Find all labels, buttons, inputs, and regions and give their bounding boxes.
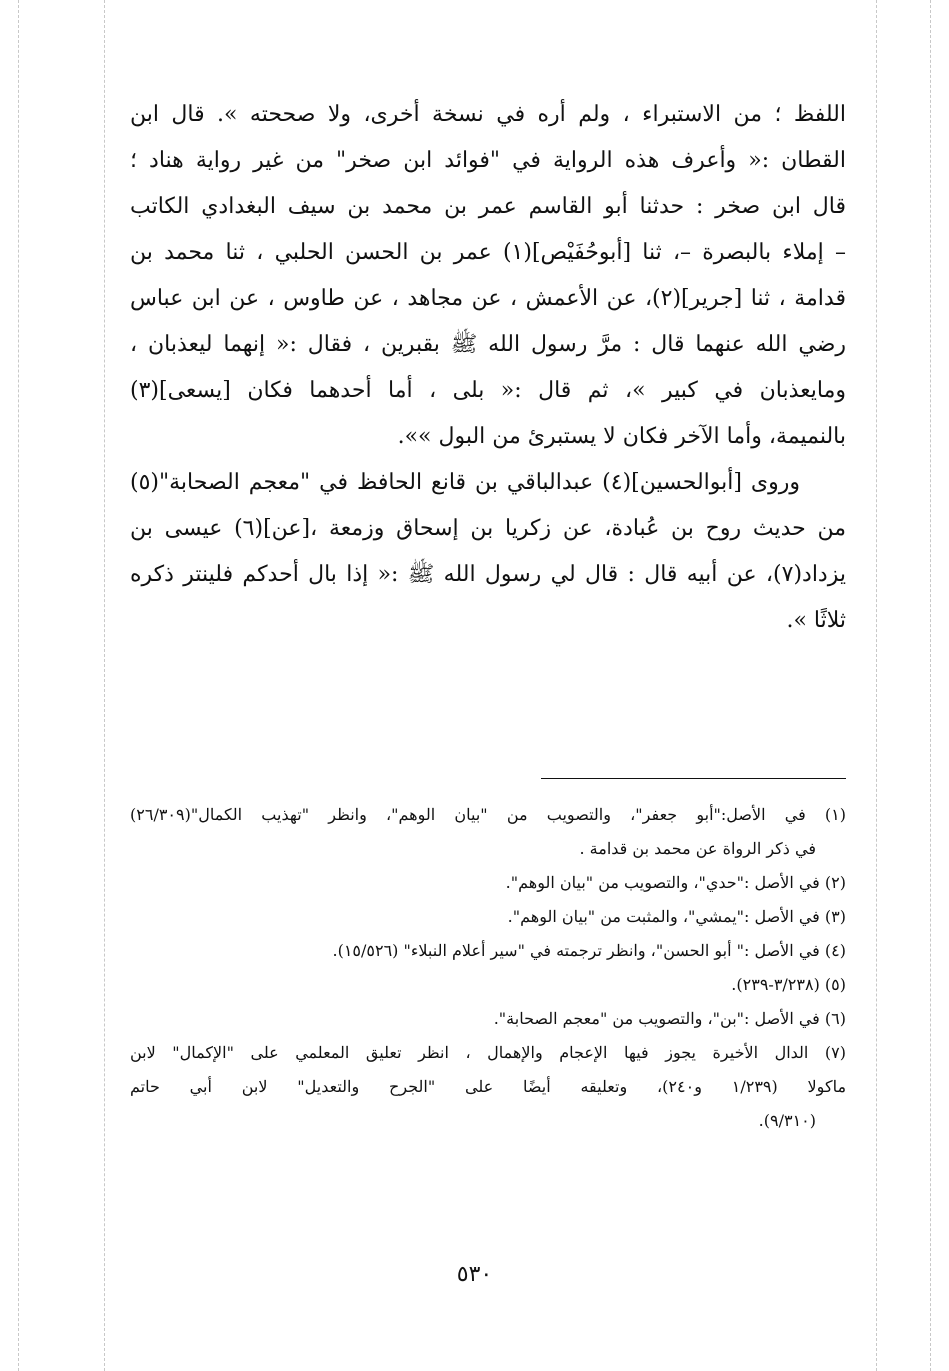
- margin-guide-line: [18, 0, 19, 1371]
- footnote-line: (٦) في الأصل :"بن"، والتصويب من "معجم الصحابة".: [493, 1009, 846, 1028]
- body-line: ومايعذبان في كبير »، ثم قال :« بلى ، أما أحدهما فكان [يسعى](٣): [130, 378, 846, 403]
- footnote-line: (٢) في الأصل :"حدي"، والتصويب من "بيان الوهم".: [505, 873, 846, 892]
- body-line: يزداد(٧)، عن أبيه قال : قال لي رسول الله ﷺ :« إذا بال أحدكم فلينتر ذكره: [130, 562, 846, 587]
- body-line: اللفظ ؛ من الاستبراء ، ولم أره في نسخة أخرى، ولا صححته ». قال ابن: [130, 102, 846, 127]
- footnote-line: (٤) في الأصل :" أبو الحسن"، وانظر ترجمته في "سير أعلام النبلاء" (١٥/٥٢٦).: [332, 941, 846, 960]
- page-number: ٥٣٠: [456, 1262, 493, 1287]
- body-line: من حديث روح بن عُبادة، عن زكريا بن إسحاق وزمعة ،[عن](٦) عيسى بن: [130, 516, 846, 541]
- body-line: بالنميمة، وأما الآخر فكان لا يستبرئ من البول »».: [397, 424, 846, 449]
- body-line: قدامة ، ثنا [جرير](٢)، عن الأعمش ، عن مجاهد ، عن طاوس ، عن ابن عباس: [130, 286, 846, 311]
- body-line: القطان :« وأعرف هذه الرواية في "فوائد ابن صخر" من غير رواية هناد ؛: [130, 148, 846, 173]
- footnote-line: ماكولا (١/٢٣٩ و٢٤٠)، وتعليقه أيضًا على "الجرح والتعديل" لابن أبي حاتم: [130, 1077, 847, 1096]
- footnote-line: (٩/٣١٠).: [758, 1111, 816, 1130]
- body-line: قال ابن صخر : حدثنا أبو القاسم عمر بن محمد بن سيف البغدادي الكاتب: [130, 194, 846, 219]
- footnotes: [130, 798, 846, 1138]
- body-line: – إملاء بالبصرة –، ثنا [أبوحُفَيْص](١) عمر بن الحسن الحلبي ، ثنا محمد بن: [130, 240, 846, 265]
- footnote-line: في ذكر الرواة عن محمد بن قدامة .: [579, 839, 816, 858]
- margin-guide-line: [876, 0, 877, 1371]
- body-line: ثلاثًا ».: [786, 608, 846, 633]
- body-text: [130, 92, 846, 644]
- footnote-line: (١) في الأصل:"أبو جعفر"، والتصويب من "بيان الوهم"، وانظر "تهذيب الكمال"(٢٦/٣٠٩): [130, 805, 846, 824]
- footnote-line: (٥) (٣/٢٣٨-٢٣٩).: [731, 975, 846, 994]
- footnote-separator: [541, 778, 846, 779]
- margin-guide-line: [930, 0, 931, 1371]
- margin-guide-line: [104, 0, 105, 1371]
- footnote-line: (٣) في الأصل :"يمشي"، والمثبت من "بيان الوهم".: [507, 907, 846, 926]
- body-line: وروى [أبوالحسين](٤) عبدالباقي بن قانع الحافظ في "معجم الصحابة"(٥): [130, 470, 800, 495]
- body-line: رضي الله عنهما قال : مرَّ رسول الله ﷺ بقبرين ، فقال :« إنهما ليعذبان ،: [130, 332, 846, 357]
- footnote-line: (٧) الدال الأخيرة يجوز فيها الإعجام والإهمال ، انظر تعليق المعلمي على "الإكمال" لابن: [130, 1043, 846, 1062]
